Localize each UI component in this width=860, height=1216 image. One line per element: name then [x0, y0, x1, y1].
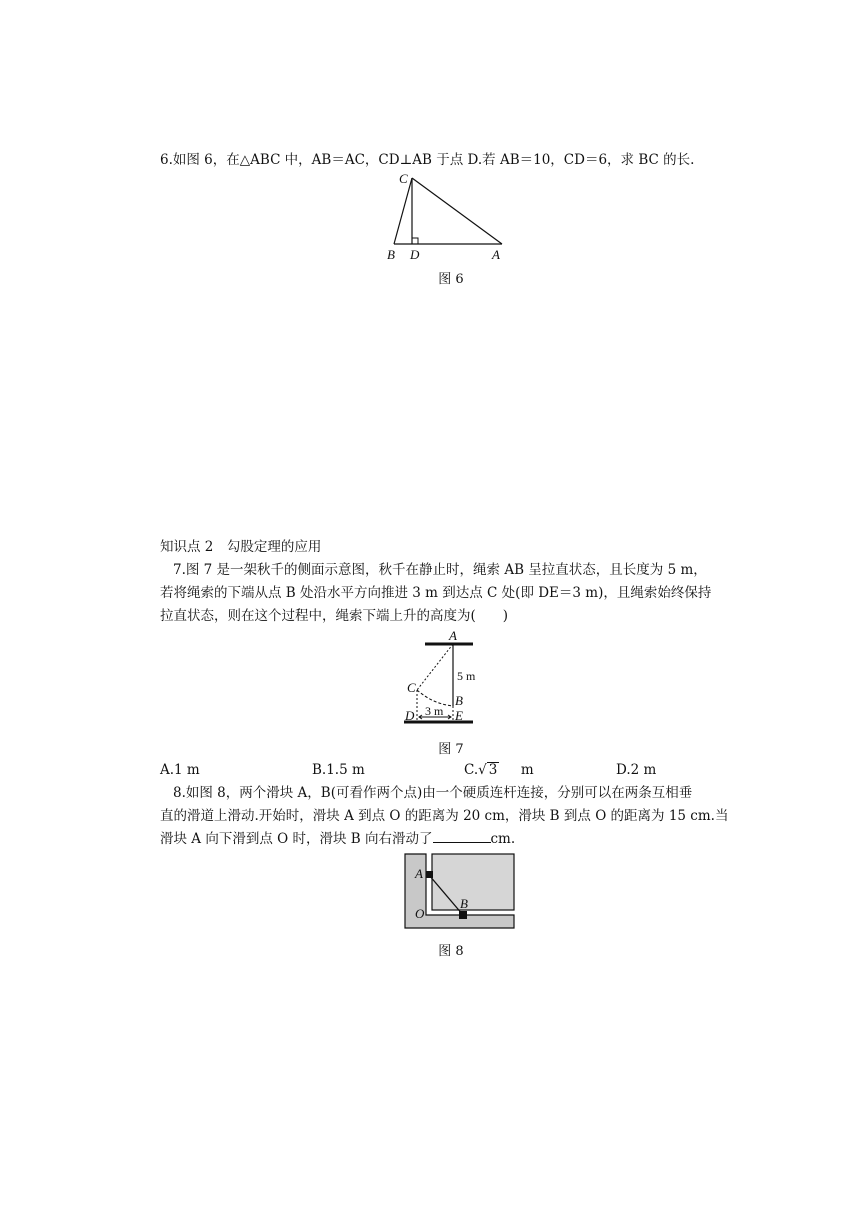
sqrt-symbol: √	[478, 762, 487, 778]
label-e: E	[455, 708, 463, 723]
label-a: A	[449, 628, 457, 643]
option-b[interactable]: B.1.5 m	[312, 762, 365, 778]
option-c-unit: m	[520, 762, 534, 778]
label-b: B	[387, 247, 395, 262]
q7-line-2: 若将绳索的下端从点 B 处沿水平方向推进 3 m 到达点 C 处(即 DE＝3 m)，且绳索始终保持	[160, 585, 712, 601]
label-b: B	[460, 896, 468, 911]
q8-line-1: 8.如图 8，两个滑块 A，B(可看作两个点)由一个硬质连杆连接，分别可以在两条互相垂	[173, 785, 693, 801]
answer-blank[interactable]	[433, 830, 491, 843]
label-o: O	[415, 906, 425, 921]
option-d[interactable]: D.2 m	[616, 762, 657, 778]
section-title: 知识点 2 勾股定理的应用	[160, 539, 322, 555]
figure-8-caption: 图 8	[438, 944, 464, 959]
label-5m: 5 m	[457, 669, 476, 683]
q6-text: 6.如图 6，在△ABC 中，AB＝AC，CD⊥AB 于点 D.若 AB＝10，CD＝6，求 BC 的长.	[160, 152, 695, 168]
option-a[interactable]: A.1 m	[160, 762, 200, 778]
label-d: D	[410, 247, 420, 262]
figure-8	[404, 852, 518, 932]
label-c: C	[399, 171, 408, 186]
q7-line-1: 7.图 7 是一架秋千的侧面示意图，秋千在静止时，绳索 AB 呈拉直状态，且长度为 5 m，	[173, 562, 707, 578]
q8-line-2: 直的滑道上滑动.开始时，滑块 A 到点 O 的距离为 20 cm，滑块 B 到点 O 的距离为 15 cm.当	[160, 808, 729, 824]
q8-line-3-unit: cm.	[490, 831, 516, 847]
label-3m: 3 m	[425, 704, 444, 718]
figure-7	[395, 628, 485, 730]
label-c: C	[407, 680, 416, 695]
q8-line-3	[160, 829, 515, 849]
label-a: A	[492, 247, 500, 262]
figure-6-caption: 图 6	[438, 272, 464, 287]
option-c-prefix: C.	[464, 762, 479, 778]
option-c-radicand: 3	[488, 762, 498, 778]
label-b: B	[455, 693, 463, 708]
label-d: D	[405, 708, 415, 723]
figure-6	[380, 170, 520, 265]
figure-7-caption: 图 7	[438, 742, 464, 757]
label-a: A	[415, 866, 423, 881]
q7-line-3: 拉直状态，则在这个过程中，绳索下端上升的高度为( )	[160, 608, 509, 624]
option-c[interactable]	[464, 760, 534, 780]
q8-line-3-text: 滑块 A 向下滑到点 O 时，滑块 B 向右滑动了	[160, 831, 433, 847]
